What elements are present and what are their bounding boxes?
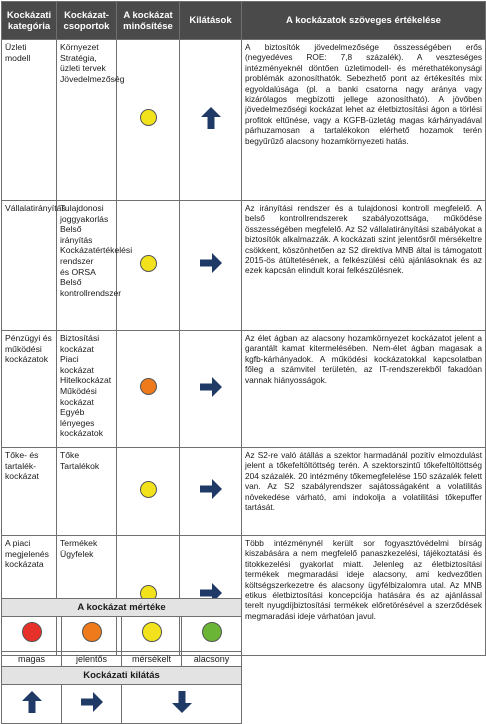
- legend-dot-cell: [2, 617, 62, 652]
- arrow-up-icon: [20, 690, 44, 714]
- risk-group-item: Belső irányítás: [60, 224, 93, 245]
- risk-description: Több intézménynél került sor fogyasztóvédelmi bírság kiszabására a nem megfelelő panaszkezelési, tájékoztatási és titokkezelési gyakorlat miatt. Jelenleg az életbiztosítási termékek megmaradási ideje alacsony, ami kedvezőtlen költségszerkezetre és alacsony ügyfélbizalomra utal. Az MNB etikus életbiztosítási koncepciója hatására és az ajánlással terelt nyugdíjbiztosítási termékek előretörésével a szerződések megmaradási ideje várhatóan javul.: [242, 536, 486, 656]
- risk-description: Az S2-re való átállás a szektor harmadánál pozitív elmozdulást jelent a tőkefeltöltöttség terén. A szektorszintű tőkefeltöltöttség 204 százalék. 20 intézmény tőkemegfelelése 150 százalék felett van. Az S2 szabályrendszer sajátosságaként a volatilitás növekedése várható, ami indokolja a volatilitási tőkepuffer tartását.: [242, 448, 486, 536]
- risk-groups: [57, 331, 117, 448]
- rating-dot-icon: [140, 481, 157, 498]
- legend-level-label: mérsékelt: [122, 652, 182, 667]
- risk-group-item: Kockázatértékelési rendszer: [60, 245, 133, 266]
- risk-category: Vállalatirányítás: [2, 201, 57, 331]
- header-description: A kockázatok szöveges értékelése: [242, 2, 486, 40]
- table-row: [2, 201, 486, 331]
- header-outlook: Kilátások: [180, 2, 242, 40]
- risk-category: Pénzügyi és működési kockázatok: [2, 331, 57, 448]
- legend-dot-icon: [82, 622, 102, 642]
- arrow-right-icon: [80, 690, 104, 714]
- rating-dot-icon: [140, 109, 157, 126]
- risk-table: [1, 1, 486, 656]
- risk-category: A piaci megjelenés kockázata: [2, 536, 57, 656]
- risk-group-item: Tulajdonosi joggyakorlás: [60, 203, 109, 224]
- header-rating: A kockázat minősítése: [117, 2, 180, 40]
- legend-outlook-title: Kockázati kilátás: [2, 667, 242, 685]
- legend-dot-icon: [142, 622, 162, 642]
- arrow-right-icon: [199, 477, 223, 501]
- risk-groups: [57, 448, 117, 536]
- risk-group-item: Termékek: [60, 538, 98, 548]
- table-row: [2, 448, 486, 536]
- risk-group-item: Belső kontrollrendszer: [60, 277, 122, 298]
- risk-group-item: Piaci kockázat: [60, 354, 94, 375]
- legend-level-label: magas: [2, 652, 62, 667]
- risk-rating-cell: [117, 40, 180, 201]
- legend-level-label: alacsony: [182, 652, 242, 667]
- arrow-right-icon: [199, 375, 223, 399]
- risk-description: Az irányítási rendszer és a tulajdonosi kontroll megfelelő. A belső kontrollrendszerek szabályozottsága, működése összességében megfelelő. Az S2 vállalatirányítási szabályokat a biztosítók alkalmazzák. A kockázati szint jelentősről mérsékeltre csökkent, köszönhetően az S2 direktíva MNB által is támogatott 2015-ös átültetésének, a felkészülési célú ajánlásoknak és az ezek kapcsán elindult korai felkészülésnek.: [242, 201, 486, 331]
- arrow-down-icon: [170, 690, 194, 714]
- risk-description: A biztosítók jövedelmezősége összességében erős (negyedéves ROE: 7,8 százalék). A veszteséges intézményeknél döntően üzletimodell- és mérethatékonysági problémák azonosíthatók. Sebezhető pont az értékesítés mix egyoldalúsága (pl. a banki csatorna nagy aránya vagy kizárólagos megbízotti jellege azonosítható). A jövőben jövedelmezőségi kockázat lehet az életbiztosítási ágon a törlési profitok eltűnése, vagy a KGFB-üzletág magas kárhányadával párhuzamosan a tartalékokon elérhető hozamok terén begyűrűző alacsony hozamkörnyezeti hatás.: [242, 40, 486, 201]
- risk-group-item: Működési kockázat: [60, 385, 97, 407]
- risk-rating-cell: [117, 331, 180, 448]
- risk-category: Tőke- és tartalék-kockázat: [2, 448, 57, 536]
- legend-dot-icon: [202, 622, 222, 642]
- risk-group-item: Biztosítási kockázat: [60, 333, 100, 354]
- risk-category: Üzleti modell: [2, 40, 57, 201]
- legend-dot-cell: [62, 617, 122, 652]
- risk-groups: [57, 40, 125, 201]
- risk-group-item: Egyéb lényeges kockázatok: [60, 407, 103, 439]
- risk-group-item: Tőke: [60, 450, 80, 460]
- risk-outlook-cell: [180, 331, 242, 448]
- risk-outlook-cell: [180, 40, 242, 201]
- risk-group-item: Stratégia, üzleti tervek: [60, 52, 106, 74]
- risk-groups: [57, 201, 133, 331]
- header-groups: Kockázat-csoportok: [57, 2, 117, 40]
- risk-outlook-cell: [180, 448, 242, 536]
- legend-dot-cell: [182, 617, 242, 652]
- risk-outlook-cell: [180, 201, 242, 331]
- legend-level-label: jelentős: [62, 652, 122, 667]
- risk-group-item: Környezet: [60, 42, 99, 52]
- risk-group-item: Tartalékok: [60, 460, 100, 471]
- header-row: [2, 2, 486, 40]
- arrow-up-icon: [199, 106, 223, 130]
- risk-description: Az élet ágban az alacsony hozamkörnyezet kockázatot jelent a garantált kamat kitermelésében. Nem-élet ágban magasak a kgfb-kárhányadok. A működési kockázatokkal kapcsolatban főleg a számvitel területén, az IT-rendszerekből fakadóan vannak hiányosságok.: [242, 331, 486, 448]
- risk-group-item: Hitelkockázat: [60, 375, 112, 386]
- risk-group-item: Jövedelmezőség: [60, 73, 125, 84]
- legend-table: [1, 598, 242, 724]
- risk-rating-cell: [117, 448, 180, 536]
- risk-group-item: és ORSA: [60, 266, 96, 277]
- legend-dot-cell: [122, 617, 182, 652]
- risk-group-item: Ügyfelek: [60, 548, 94, 559]
- rating-dot-icon: [140, 255, 157, 272]
- risk-assessment-page: [1, 1, 485, 717]
- table-row: [2, 331, 486, 448]
- rating-dot-icon: [140, 378, 157, 395]
- table-row: [2, 40, 486, 201]
- risk-rating-cell: [117, 201, 180, 331]
- arrow-right-icon: [199, 251, 223, 275]
- header-category: Kockázati kategória: [2, 2, 57, 40]
- legend-dot-icon: [22, 622, 42, 642]
- legend-measure-title: A kockázat mértéke: [2, 599, 242, 617]
